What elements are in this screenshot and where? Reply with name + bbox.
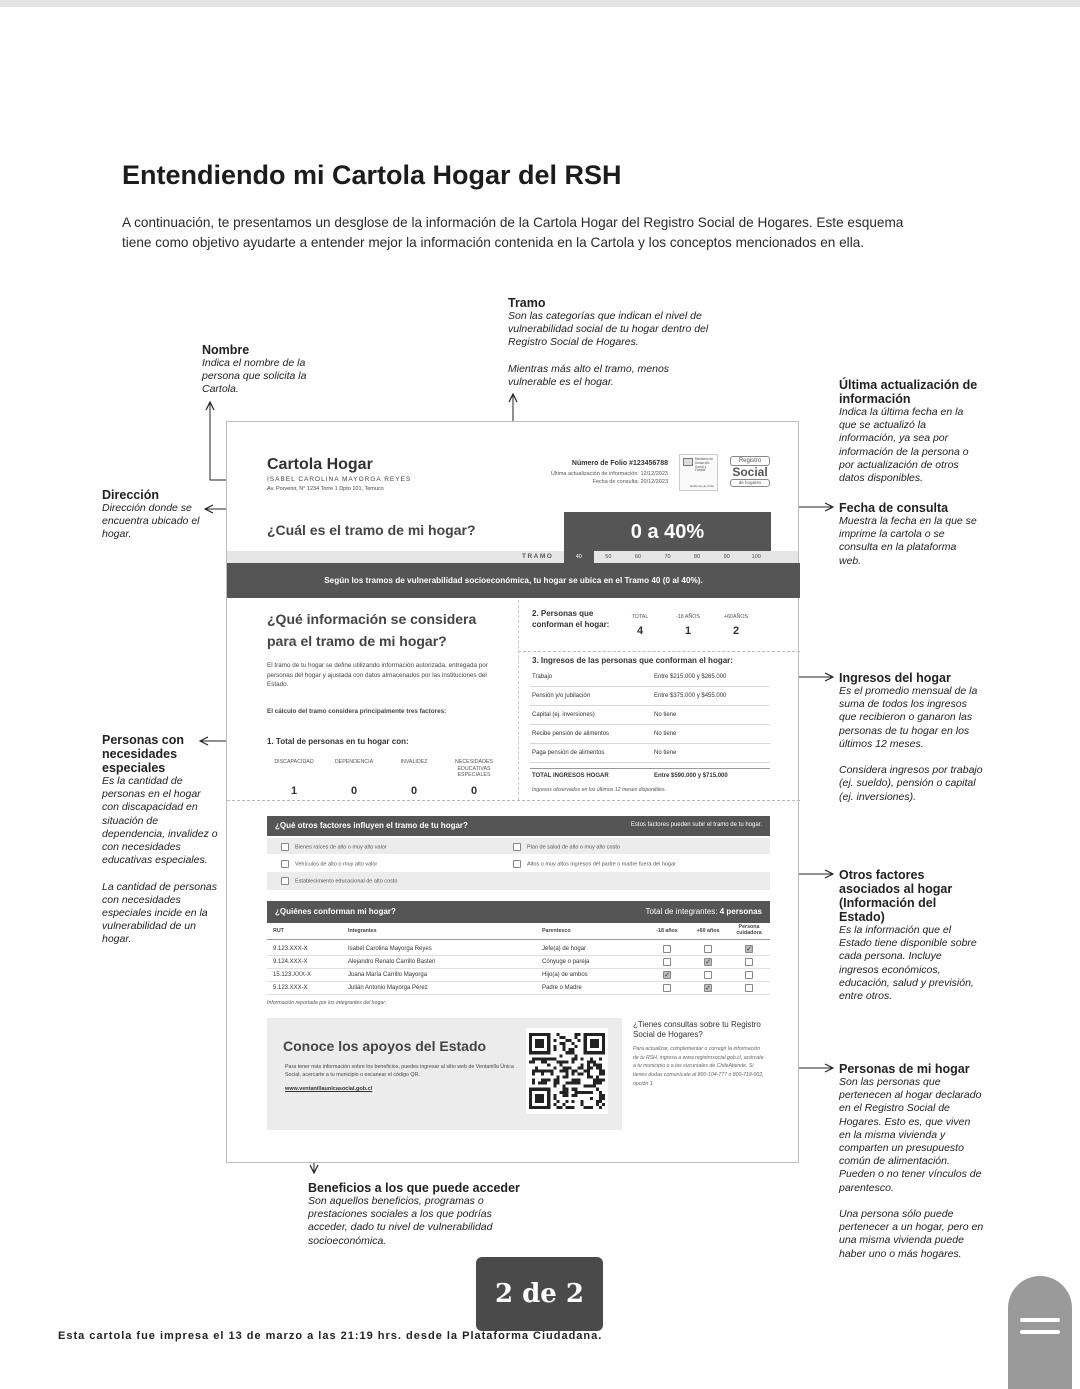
quienes-header [267, 901, 770, 923]
income-total-row [530, 768, 770, 782]
apoyos-text: Para tener más información sobre los beneficios, puedes ingresar al sitio web de Ventanilla Única Social, acercarte a tu municipio o escanear el código QR. [285, 1064, 514, 1078]
logo-mid-text: Social [732, 465, 768, 479]
logo-top-text: Registro [730, 456, 770, 466]
needs-col [325, 759, 383, 797]
otros-item-label: Vehículos de alto o muy alto valor [295, 861, 378, 868]
income-row [530, 744, 770, 763]
income-label: Pensión y/o jubilación [532, 693, 591, 699]
income-value: Entre $215.000 y $265.000 [654, 674, 727, 680]
member-u18-checkbox[interactable] [663, 958, 671, 966]
table-header-cell: Persona cuidadora [736, 924, 762, 936]
menu-line-icon [1020, 1318, 1060, 1322]
apoyos-box [267, 1018, 622, 1130]
consultas-title: ¿Tienes consultas sobre tu Registro Social de Hogares? [633, 1020, 761, 1039]
member-name: Alejandro Renato Carrillo Basteri [348, 959, 436, 965]
otros-checkbox[interactable] [281, 877, 289, 885]
member-name: Isabel Carolina Mayorga Reyes [348, 946, 432, 952]
table-header-cell: RUT [273, 928, 284, 934]
tramo-question: ¿Cuál es el tramo de mi hogar? [267, 522, 476, 538]
needs-label: DISCAPACIDAD [274, 759, 314, 765]
table-header-cell: Parentesco [542, 928, 571, 934]
registro-social-logo [730, 456, 770, 488]
people-value: 1 [684, 625, 692, 637]
member-name: Juana María Carrillo Mayorga [348, 972, 428, 978]
tramo-cell: 50 [605, 554, 612, 560]
income-value: Entre $375.000 y $455.000 [654, 693, 727, 699]
apoyos-title: Conoce los apoyos del Estado [283, 1038, 487, 1054]
tramo-label: TRAMO [522, 553, 554, 560]
tramo-result: 0 a 40% [564, 512, 771, 552]
needs-label: INVALIDEZ [400, 759, 428, 765]
member-care-checkbox[interactable] [745, 945, 753, 953]
qr-panel [526, 1028, 608, 1114]
otros-item-label: Plan de salud de alto o muy alto costo [527, 844, 620, 851]
ministry-logo [679, 454, 718, 491]
qr-code-icon[interactable] [529, 1033, 605, 1109]
member-u18-checkbox[interactable] [663, 945, 671, 953]
otros-item [281, 877, 397, 885]
divider [227, 800, 800, 801]
otros-item [281, 843, 387, 851]
otros-header [267, 816, 770, 836]
income-total-value: Entre $590.000 y $715.000 [654, 773, 728, 779]
page-indicator: 2 de 2 [476, 1257, 603, 1331]
tramo-cell: 80 [694, 554, 701, 560]
needs-value: 0 [350, 785, 358, 797]
tramo-cell: 60 [634, 554, 641, 560]
otros-checkbox[interactable] [281, 843, 289, 851]
column-divider [518, 600, 519, 800]
members-note: Información reportada por los integrantes del hogar. [267, 1000, 387, 1006]
member-care-checkbox[interactable] [745, 958, 753, 966]
tramo-cell: 70 [664, 554, 671, 560]
query-date: Fecha de consulta: 20/12/2023 [592, 479, 668, 485]
otros-checkbox[interactable] [513, 860, 521, 868]
member-o60-checkbox[interactable] [704, 945, 712, 953]
otros-note: Estos factores pueden subir el tramo de tu hogar. [630, 822, 762, 828]
otros-item [513, 860, 676, 868]
income-row [530, 706, 770, 725]
income-total-label: TOTAL INGRESOS HOGAR [532, 773, 609, 779]
income-value: No tiene [654, 750, 677, 756]
people-col [665, 614, 711, 637]
folio-number: Número de Folio #123456788 [571, 460, 668, 467]
member-rel: Padre o Madre [542, 985, 582, 991]
member-care-checkbox[interactable] [745, 971, 753, 979]
member-o60-checkbox[interactable] [704, 984, 712, 992]
income-row [530, 668, 770, 687]
factor-1-title: 1. Total de personas en tu hogar con: [267, 737, 409, 746]
cartola-name: ISABEL CAROLINA MAYORGA REYES [267, 476, 412, 483]
needs-label: DEPENDENCIA [334, 759, 374, 765]
annotation-ultima: Última actualización de información Indica la última fecha en la que se actualizó la información, ya sea por información de la persona o por actualización de otros datos disponibles. [839, 378, 978, 485]
table-row-line [267, 955, 770, 956]
income-list [530, 668, 770, 763]
people-col [617, 614, 663, 637]
people-label: -18 AÑOS [676, 614, 700, 620]
member-u18-checkbox[interactable] [663, 984, 671, 992]
people-grid [617, 614, 769, 644]
needs-grid [265, 759, 501, 809]
people-value: 2 [732, 625, 740, 637]
apoyos-link[interactable]: www.ventanillaunicasocial.gob.cl [285, 1086, 373, 1092]
member-rel: Cónyuge o pareja [542, 959, 590, 965]
member-rut: 5.123.XXX-X [273, 985, 308, 991]
quienes-title: ¿Quiénes conforman mi hogar? [275, 907, 396, 916]
last-update-date: Última actualización de información: 12/12/2023 [550, 471, 668, 477]
member-rel: Hijo(a) de ambos [542, 972, 588, 978]
income-row [530, 687, 770, 706]
people-col [713, 614, 759, 637]
otros-item-label: Altos o muy altos ingresos del padre o madre fuera del hogar [527, 861, 676, 868]
info-paragraph-1: El tramo de tu hogar se define utilizando información autorizada, entregada por personas del hogar y ajustada con datos almacenados por las instituciones del Estado. [267, 662, 488, 688]
logo-bot-text: de hogares [730, 479, 770, 487]
otros-item-label: Bienes raíces de alto o muy alto valor [295, 844, 387, 851]
cartola-card [226, 421, 799, 1163]
otros-item [513, 843, 620, 851]
people-label: +60AÑOS [724, 614, 748, 620]
scroll-menu-button[interactable] [1008, 1276, 1072, 1389]
member-u18-checkbox[interactable] [663, 971, 671, 979]
annotation-personas: Personas de mi hogar Son las personas que pertenecen al hogar declarado en el Registro Social de Hogares. Esto es, que viven en la misma vivienda y comparten un presupuesto común de alimentación. Pueden o no tener vínculos de parentesco. Una persona sólo puede pertenecer a un hogar, pero en una misma vivienda puede haber uno o más hogares. [839, 1062, 984, 1260]
income-label: Trabajo [532, 674, 553, 680]
annotation-otros: Otros factores asociados al hogar (Información del Estado) Es la información que el Estado tiene disponible sobre cada persona. Incluye ingresos económicos, educación, salud y previsión, entre otros. [839, 868, 977, 1003]
intro-text: A continuación, te presentamos un desglose de la información de la Cartola Hogar del Registro Social de Hogares. Este esquema tiene como objetivo ayudarte a entender mejor la información contenida en la Cartola y los conceptos mencionados en ella. [122, 215, 904, 250]
otros-list [267, 840, 770, 892]
otros-checkbox[interactable] [281, 860, 289, 868]
otros-title: ¿Qué otros factores influyen el tramo de tu hogar? [275, 821, 468, 830]
needs-label: NECESIDADES EDUCATIVAS ESPECIALES [455, 759, 493, 778]
needs-value: 0 [470, 785, 478, 797]
income-note: Ingresos observados en los últimos 12 meses disponibles. [532, 787, 667, 793]
needs-col [385, 759, 443, 797]
table-header-line [267, 939, 770, 940]
cartola-title: Cartola Hogar [267, 456, 373, 473]
member-rut: 15.123.XXX-X [273, 972, 312, 978]
factor-3-title: 3. Ingresos de las personas que conforman el hogar: [532, 656, 733, 665]
member-rel: Jefe(a) de hogar [542, 946, 587, 952]
table-row-line [267, 968, 770, 969]
member-name: Julián Antonio Mayorga Pérez [348, 985, 428, 991]
needs-col [445, 759, 503, 797]
table-row-line [267, 981, 770, 982]
cartola-address: Av. Porvenir, N° 1234 Torre 1 Dpto 101, Temuco [267, 486, 384, 492]
needs-value: 1 [290, 785, 298, 797]
income-label: Capital (ej. inversiones) [532, 712, 595, 718]
factor-2-title: 2. Personas que conforman el hogar: [532, 609, 610, 629]
otros-item [281, 860, 377, 868]
otros-item-label: Establecimiento educacional de alto costo [295, 878, 398, 885]
tramo-cell: 100 [751, 554, 761, 560]
print-footer: Esta cartola fue impresa el 13 de marzo a las 21:19 hrs. desde la Plataforma Ciudadana. [58, 1330, 603, 1342]
table-header-cell: Integrantes [348, 928, 377, 934]
total-value: 4 personas [719, 907, 762, 916]
income-value: No tiene [654, 731, 677, 737]
income-label: Paga pensión de alimentos [532, 750, 605, 756]
otros-checkbox[interactable] [513, 843, 521, 851]
info-title: ¿Qué información se considera para el tramo de mi hogar? [267, 611, 477, 649]
consultas-text: Para actualizar, complementar o corregir la información de tu RSH, ingresa a www.registrosocial.gob.cl, acércate a tu municipio o a las sucursales de ChileAtiende. Si tienes dudas comunícate al 800-104-777 o 800-719-002, opción 1. [633, 1046, 764, 1087]
info-paragraph-2: El cálculo del tramo considera principalmente tres factores: [267, 708, 447, 715]
member-rut: 9.124.XXX-X [273, 959, 308, 965]
annotation-necesidades: Personas con necesidades especiales Es la cantidad de personas en el hogar con discapacidad en situación de dependencia, invalidez o con necesidades educativas especiales. La cantidad de personas con necesidades especiales incide en la vulnerabilidad de un hogar. [102, 733, 218, 946]
annotation-fecha: Fecha de consulta Muestra la fecha en la que se imprime la cartola o se consulta en la plataforma web. [839, 501, 977, 567]
tramo-banner: Según los tramos de vulnerabilidad socioeconómica, tu hogar se ubica en el Tramo 40 (0 al 40%). [227, 563, 800, 598]
member-o60-checkbox[interactable] [704, 971, 712, 979]
annotation-beneficios: Beneficios a los que puede acceder Son aquellos beneficios, programas o prestaciones sociales a los que podrías acceder, dado tu nivel de vulnerabilidad socioeconómica. [308, 1181, 520, 1247]
income-value: No tiene [654, 712, 677, 718]
tramo-cell: 90 [723, 554, 730, 560]
menu-line-icon [1020, 1330, 1060, 1334]
annotation-tramo: Tramo Son las categorías que indican el nivel de vulnerabilidad social de tu hogar dentro del Registro Social de Hogares. Mientras más alto el tramo, menos vulnerable es el hogar. [508, 296, 709, 389]
page-title: Entendiendo mi Cartola Hogar del RSH [122, 160, 622, 190]
member-care-checkbox[interactable] [745, 984, 753, 992]
income-label: Recibe pensión de alimentos [532, 731, 610, 737]
member-o60-checkbox[interactable] [704, 958, 712, 966]
annotation-nombre: Nombre Indica el nombre de la persona que solicita la Cartola. [202, 343, 307, 396]
members-table [267, 925, 770, 999]
income-row [530, 725, 770, 744]
tramo-scale [564, 551, 771, 563]
annotation-ingresos: Ingresos del hogar Es el promedio mensual de la suma de todos los ingresos que recibieron o ganaron las personas de tu hogar en los últimos 12 meses. Considera ingresos por trabajo (ej. sueldo), pensión o capital (ej. inversiones). [839, 671, 983, 803]
people-label: TOTAL [631, 614, 649, 620]
needs-col [265, 759, 323, 797]
total-label: Total de integrantes: [645, 907, 718, 916]
tramo-scale-bar [227, 551, 798, 563]
divider [518, 651, 800, 652]
ministry-logo-text: Ministerio de Desarrollo Social y Familia [695, 457, 714, 473]
gob-logo-text: Gobierno de Chile [689, 484, 714, 488]
chile-shield-icon [683, 458, 693, 466]
people-value: 4 [636, 625, 644, 637]
table-header-cell: +60 años [696, 928, 720, 934]
tramo-cell: 40 [564, 551, 594, 563]
table-header-cell: -18 años [656, 928, 678, 934]
member-rut: 9.123.XXX-X [273, 946, 308, 952]
needs-value: 0 [410, 785, 418, 797]
annotation-direccion: Dirección Dirección donde se encuentra ubicado el hogar. [102, 488, 200, 541]
table-row-line [267, 994, 770, 995]
